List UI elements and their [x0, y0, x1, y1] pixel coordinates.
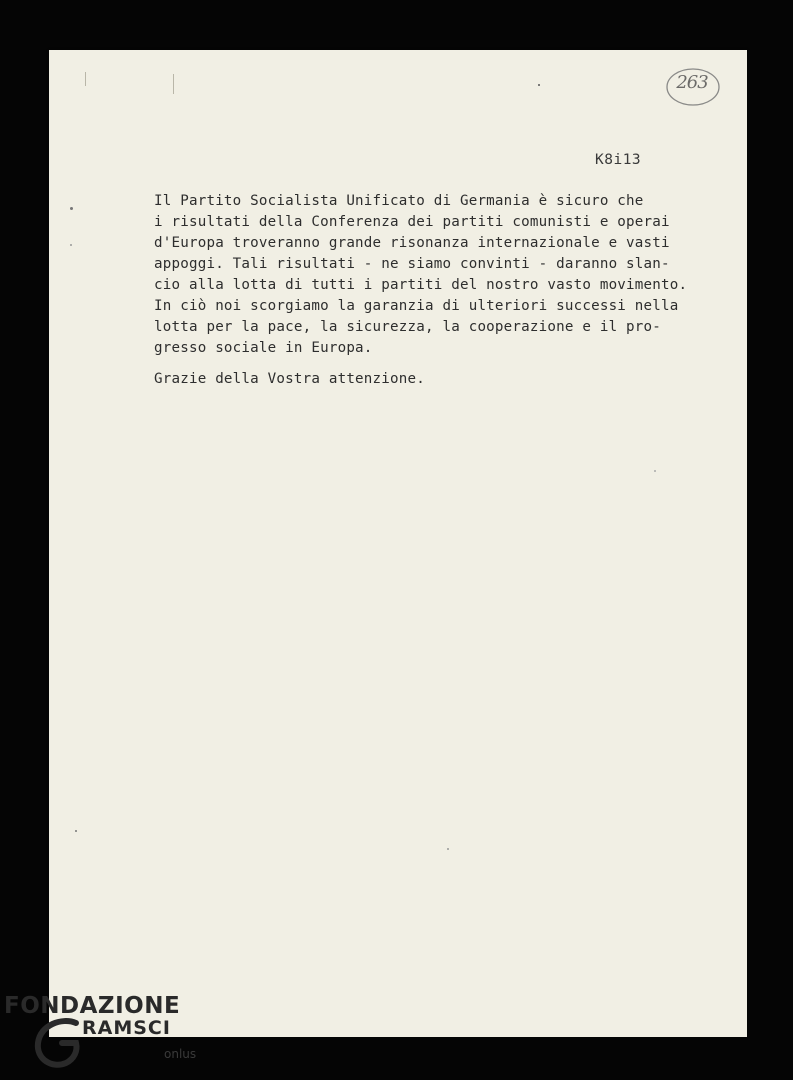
ink-speck — [654, 470, 656, 472]
watermark-line2: RAMSCI — [82, 1017, 171, 1039]
watermark-line3: onlus — [164, 1047, 197, 1061]
binder-hole-mark — [70, 244, 72, 246]
text-line: gresso sociale in Europa. — [154, 340, 373, 356]
text-line: i risultati della Conferenza dei partiti comunisti e operai — [154, 214, 670, 230]
page-number-text: 263 — [676, 72, 708, 93]
gramsci-g-logo-icon — [32, 1017, 84, 1071]
margin-mark — [173, 74, 174, 94]
ink-speck — [447, 848, 449, 850]
text-line: appoggi. Tali risultati - ne siamo convinti - daranno slan- — [154, 256, 670, 272]
document-code: K8i13 — [595, 152, 642, 168]
binder-hole-mark — [70, 207, 73, 210]
text-line: Il Partito Socialista Unificato di Germania è sicuro che — [154, 193, 644, 209]
body-paragraph — [154, 191, 714, 359]
text-line: cio alla lotta di tutti i partiti del nostro vasto movimento. — [154, 277, 688, 293]
margin-mark — [85, 72, 86, 86]
foundation-watermark — [4, 993, 204, 1073]
watermark-line1: FONDAZIONE — [4, 993, 181, 1019]
closing-line: Grazie della Vostra attenzione. — [154, 371, 425, 387]
binder-hole-mark — [75, 830, 77, 832]
ink-speck — [538, 84, 540, 86]
text-line: d'Europa troveranno grande risonanza internazionale e vasti — [154, 235, 670, 251]
text-line: lotta per la pace, la sicurezza, la cooperazione e il pro- — [154, 319, 662, 335]
text-line: In ciò noi scorgiamo la garanzia di ulteriori successi nella — [154, 298, 679, 314]
document-page — [49, 50, 747, 1037]
page-number-annotation — [665, 66, 719, 106]
